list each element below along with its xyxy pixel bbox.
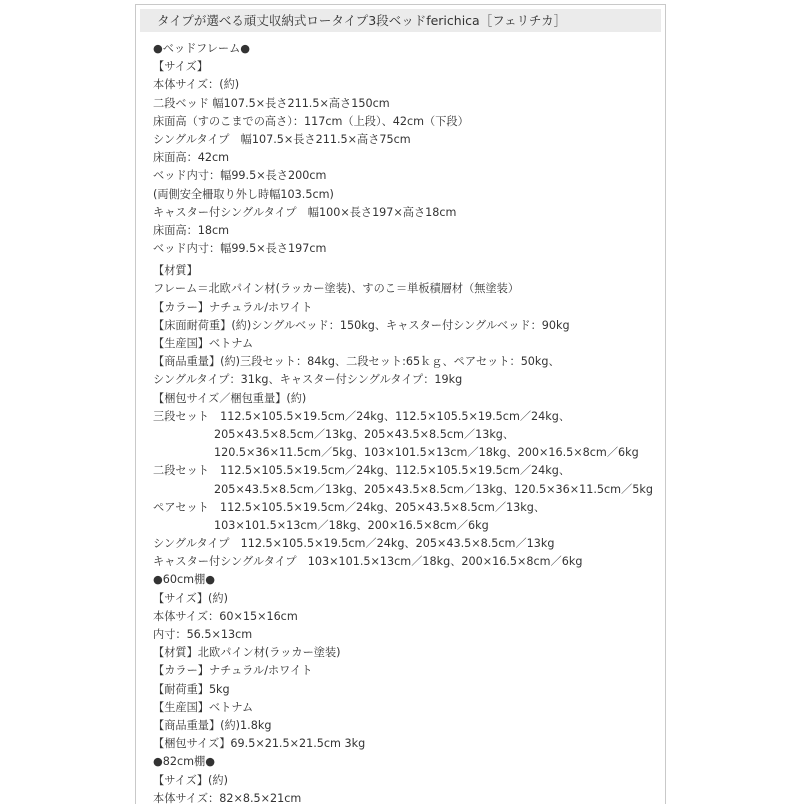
spec-line: 【生産国】ベトナム xyxy=(153,337,254,350)
spec-line: 205×43.5×8.5cm／13kg、205×43.5×8.5cm／13kg、 xyxy=(214,427,515,441)
spec-line: 二段ベッド 幅107.5×長さ211.5×高さ150cm xyxy=(153,96,390,110)
spec-line: 【梱包サイズ／梱包重量】(約) xyxy=(153,391,307,405)
spec-line: 【材質】北欧パイン材(ラッカー塗装) xyxy=(153,646,341,660)
spec-line: 二段セット 112.5×105.5×19.5cm／24kg、112.5×105.5×19.5cm／24kg、 xyxy=(153,464,571,478)
section-heading-60cm-shelf: ●60cm棚● xyxy=(153,573,215,587)
spec-line: 三段セット 112.5×105.5×19.5cm／24kg、112.5×105.5×19.5cm／24kg、 xyxy=(153,409,571,423)
spec-line: 【梱包サイズ】69.5×21.5×21.5cm 3kg xyxy=(153,737,366,751)
spec-line: シングルタイプ 112.5×105.5×19.5cm／24kg、205×43.5×8.5cm／13kg xyxy=(153,537,555,551)
spec-line: 床面高：18cm xyxy=(153,223,230,237)
spec-line: キャスター付シングルタイプ 幅100×長さ197×高さ18cm xyxy=(153,205,457,219)
spec-line: ベッド内寸：幅99.5×長さ197cm xyxy=(153,242,327,256)
spec-line: 205×43.5×8.5cm／13kg、205×43.5×8.5cm／13kg、120.5×36×11.5cm／5kg xyxy=(214,482,653,496)
spec-line: 120.5×36×11.5cm／5kg、103×101.5×13cm／18kg、200×16.5×8cm／6kg xyxy=(214,446,639,460)
spec-line: 本体サイズ：60×15×16cm xyxy=(153,609,298,623)
spec-label-size: 【サイズ】 xyxy=(153,60,209,74)
page-title: タイプが選べる頑丈収納式ロータイプ3段ベッドferichica［フェリチカ］ xyxy=(140,9,661,32)
spec-line: 【生産国】ベトナム xyxy=(153,700,254,714)
spec-line: 【カラー】ナチュラル/ホワイト xyxy=(153,664,313,678)
spec-line: 【耐荷重】5kg xyxy=(153,682,230,696)
spec-line: ベッド内寸：幅99.5×長さ200cm xyxy=(153,169,327,183)
spec-label-material: 【材質】 xyxy=(153,264,198,278)
spec-content xyxy=(153,40,663,808)
spec-line: 本体サイズ：82×8.5×21cm xyxy=(153,791,302,805)
spec-line: 床面高：42cm xyxy=(153,151,230,165)
spec-line: 【サイズ】(約) xyxy=(153,773,228,787)
spec-line: 103×101.5×13cm／18kg、200×16.5×8cm／6kg xyxy=(214,518,489,532)
spec-line: 【サイズ】(約) xyxy=(153,591,228,605)
spec-line: ペアセット 112.5×105.5×19.5cm／24kg、205×43.5×8.5cm／13kg、 xyxy=(153,500,546,514)
spec-line: 【商品重量】(約)三段セット：84kg、二段セット:65ｋｇ、ペアセット：50kg、 xyxy=(153,355,560,369)
spec-line: 床面高（すのこまでの高さ）：117cm（上段）、42cm（下段） xyxy=(153,114,469,128)
section-heading-bed-frame: ●ベッドフレーム● xyxy=(153,42,251,55)
spec-line: 【床面耐荷重】(約)シングルベッド：150kg、キャスター付シングルベッド：90kg xyxy=(153,318,570,332)
spec-line: シングルタイプ：31kg、キャスター付シングルタイプ：19kg xyxy=(153,373,463,387)
spec-line: キャスター付シングルタイプ 103×101.5×13cm／18kg、200×16.5×8cm／6kg xyxy=(153,555,583,569)
spec-line: 【商品重量】(約)1.8kg xyxy=(153,718,272,732)
spec-line: 本体サイズ：(約) xyxy=(153,78,240,92)
section-heading-82cm-shelf: ●82cm棚● xyxy=(153,755,215,769)
spec-line: 【カラー】ナチュラル/ホワイト xyxy=(153,300,313,314)
spec-line: シングルタイプ 幅107.5×長さ211.5×高さ75cm xyxy=(153,132,411,146)
spec-line: フレーム＝北欧パイン材(ラッカー塗装)、すのこ＝単板積層材（無塗装） xyxy=(153,282,520,296)
spec-line: 内寸：56.5×13cm xyxy=(153,628,253,641)
spec-line: (両側安全柵取り外し時幅103.5cm) xyxy=(153,187,334,201)
